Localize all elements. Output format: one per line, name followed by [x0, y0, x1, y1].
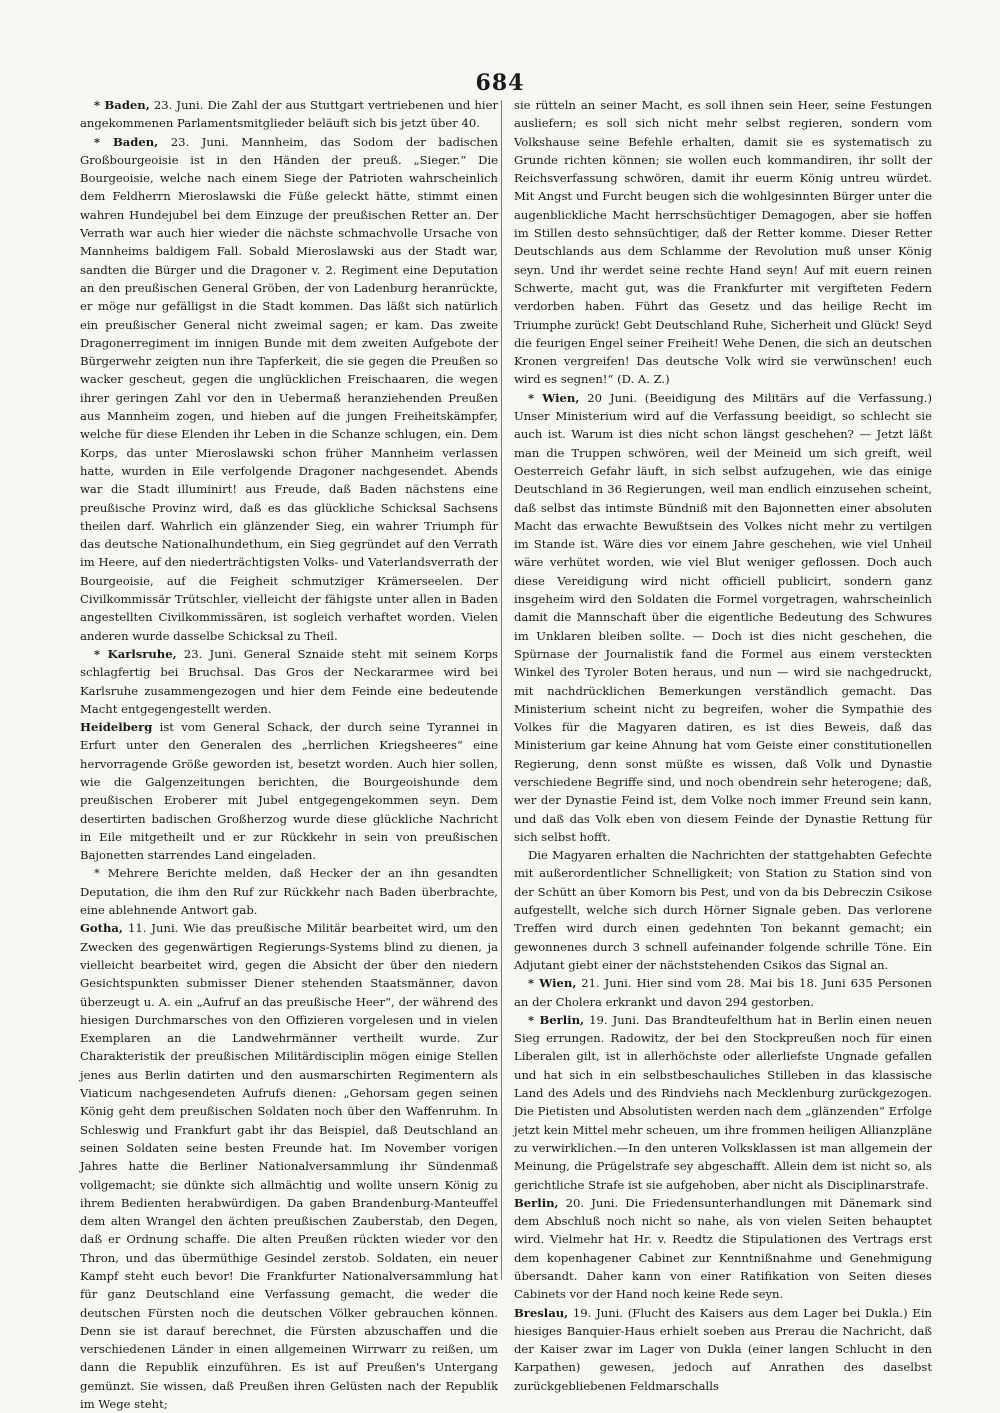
article-berlin-2: Berlin, 20. Juni. Die Friedensunterhandlungen mit Dänemark sind dem Abschluß noch nicht so nahe, als von vielen Seiten behauptet wird. Vielmehr hat Hr. v. Reedtz die Stipulationen des Vertrags erst dem kopenhagener Cabinet zur Kenntnißnahme und Genehmigung übersandt. Daher kann von einer Ratifikation von Seiten dieses Cabinets vor der Hand noch keine Rede seyn.	[514, 1195, 932, 1302]
article-breslau: Breslau, 19. Juni. (Flucht des Kaisers aus dem Lager bei Dukla.) Ein hiesiges Banquier-Haus erhielt soeben aus Prerau die Nachricht, daß der Kaiser zwar im Lager von Dukla (einer langen Schlucht in den Karpathen) gewesen, jedoch auf Anrathen des daselbst zurückgebliebenen Feldmarschalls	[514, 1305, 932, 1393]
article-magyaren: Die Magyaren erhalten die Nachrichten der stattgehabten Gefechte mit außerordentlicher Schnelligkeit; von Station zu Station sind von der Schütt an über Komorn bis Pest, und von da bis Debreczin Csikose aufgestellt, welche sich durch Hörner Signale geben. Das verlorene Treffen wird durch einen gedehnten Ton bekannt gemacht; ein gewonnenes durch 3 schnell aufeinander folgende schrille Töne. Ein Adjutant giebt einer der nächststehenden Csikos das Signal an.	[514, 848, 932, 972]
article-baden-1: * Baden, 23. Juni. Die Zahl der aus Stuttgart vertriebenen und hier angekommenen Parlamentsmitglieder beläuft sich bis jetzt über 40.	[80, 98, 498, 131]
article-heidelberg: Heidelberg ist vom General Schack, der durch seine Tyrannei in Erfurt unter den Generalen des „herrlichen Kriegsheeres“ eine hervorragende Größe geworden ist, besetzt worden. Auch hier sollen, wie die Galgenzeitungen berichten, die Bourgeoishunde dem preußischen Eroberer mit Jubel entgegengekommen seyn. Dem desertirten badischen Großherzog wurde diese glückliche Nachricht in Eile mitgetheilt und er zur Rückkehr in sein von preußischen Bajonetten starrendes Land eingeladen.	[80, 720, 498, 863]
page-number: 684	[475, 70, 525, 96]
article-hecker: * Mehrere Berichte melden, daß Hecker der an ihn gesandten Deputation, die ihm den Ruf zur Rückkehr nach Baden überbrachte, eine ablehnende Antwort gab.	[80, 866, 498, 918]
article-karlsruhe: * Karlsruhe, 23. Juni. General Sznaide steht mit seinem Korps schlagfertig bei Bruchsal. Das Gros der Neckararmee wird bei Karlsruhe zusammengezogen und hier dem Feinde eine bedeutende Macht entgegengestellt werden.	[80, 646, 498, 716]
article-baden-2: * Baden, 23. Juni. Mannheim, das Sodom der badischen Großbourgeoisie ist in den Händen der preuß. „Sieger.“ Die Bourgeoisie, welche nach einem Siege der Patrioten wahrscheinlich dem Feldherrn Mieroslawski die Füße geleckt hätte, stimmt einen wahren Hundejubel bei dem Einzuge der preußischen Retter an. Der Verrath war auch hier wieder die nächste schmachvolle Ursache von Mannheims baldigem Fall. Sobald Mieroslawski aus der Stadt war, sandten die Bürger und die Dragoner v. 2. Regiment eine Deputation an den preußischen General Gröben, der von Ladenburg heranrückte, er möge nur gefälligst in die Stadt kommen. Das läßt sich natürlich ein preußischer General nicht zweimal sagen; er kam. Das zweite Dragonerregiment im innigen Bunde mit dem zweiten Aufgebote der Bürgerwehr zeigten nun ihre Tapferkeit, die sie gegen die Preußen so wacker gescheut, gegen die unglücklichen Freischaaren, die wegen ihrer geringen Zahl vor den in Uebermaß heranziehenden Preußen aus Mannheim zogen, und hieben auf die jungen Freiheitskämpfer, welche für diese Elenden ihr Leben in die Schanze schlugen, ein. Dem Korps, das unter Mieroslawski schon früher Mannheim verlassen hatte, wurden in Eile verfolgende Dragoner nachgesendet. Abends war die Stadt illuminirt! aus Freude, daß Baden nächstens eine preußische Provinz wird, daß es das glückliche Schicksal Sachsens theilen darf. Wahrlich ein glänzender Sieg, ein wahrer Triumph für das deutsche Nationalhundethum, ein Sieg gegründet auf den Verrath im Heere, auf den niederträchtigsten Volks- und Vaterlandsverrath der Bourgeoisie, auf die Feigheit schmutziger Krämerseelen. Der Civilkommissär Trütschler, vielleicht der fähigste unter allen in Baden angestellten Civilkommissären, ist sogleich verhaftet worden. Vielen anderen wurde dasselbe Schicksal zu Theil.	[80, 134, 498, 643]
column-divider	[501, 100, 502, 1280]
article-wien-2: * Wien, 21. Juni. Hier sind vom 28. Mai bis 18. Juni 635 Personen an der Cholera erkrankt und davon 294 gestorben.	[514, 976, 932, 1009]
article-gotha-continued: sie rütteln an seiner Macht, es soll ihnen sein Heer, seine Festungen ausliefern; es soll sich nicht mehr selbst regieren, sondern vom Volkshause seine Befehle erhalten, damit sie es systematisch zu Grunde richten können; sie wollen euch kommandiren, ihr sollt der Reichsverfassung schwören, damit ihr euerm König untreu würdet. Mit Angst und Furcht beugen sich die wohlgesinnten Bürger unter die augenblickliche Macht herrschsüchtiger Demagogen, aber sie hoffen im Stillen desto sehnsüchtiger, daß der Retter komme. Dieser Retter Deutschlands aus dem Schlamme der Revolution muß unser König seyn. Und ihr werdet seine rechte Hand seyn! Auf mit euern reinen Schwerte, macht gut, was die Frankfurter mit vergifteten Federn verdorben haben. Führt das Gesetz und das heilige Recht im Triumphe zurück! Gebt Deutschland Ruhe, Sicherheit und Glück! Seyd die feurigen Engel seiner Freiheit! Wehe Denen, die sich an deutschen Kronen vergreifen! Das deutsche Volk wird sie verwünschen! euch wird es segnen!“ (D. A. Z.)	[514, 98, 933, 387]
article-wien-1: * Wien, 20 Juni. (Beeidigung des Militärs auf die Verfassung.) Unser Ministerium wird auf die Verfassung beeidigt, so schlecht sie auch ist. Warum ist dies nicht schon längst geschehen? — Jetzt läßt man die Truppen schwören, weil der Meineid um sich greift, weil Oesterreich Gefahr läuft, in sich selbst aufzugehen, wie das einige Deutschland in 36 Regierungen, weil man endlich einzusehen scheint, daß selbst das intimste Bündniß mit den Bajonnetten einer absoluten Macht das erwachte Bewußtsein des Volkes nicht mehr zu vertilgen im Stande ist. Wäre dies vor einem Jahre geschehen, wie viel Unheil wäre verhütet worden, wie viel Blut weniger geflossen. Doch auch diese Vereidigung wird nicht officiell publicirt, sondern ganz insgeheim wird den Soldaten die Formel vorgetragen, wahrscheinlich damit die Mannschaft über die eigentliche Bedeutung des Schwures im Unklaren bleiben sollte. — Doch ist dies nicht geschehen, die Spürnase der Journalistik fand die Formel aus einem versteckten Winkel des Tyroler Boten heraus, und nun — wird sie nachgedruckt, mit nachdrücklichen Bemerkungen verständlich gemacht. Das Ministerium scheint nicht zu begreifen, woher die Sympathie des Volkes für die Magyaren datiren, es ist dies Beweis, daß das Ministerium gar keine Ahnung hat vom Geiste einer constitutionellen Regierung, denn sonst müßte es wissen, daß Volk und Dynastie verschiedene Begriffe sind, und noch obendrein sehr heterogene; daß, wer der Dynastie Feind ist, dem Volke noch immer Freund sein kann, und daß das Volk eben von diesem Feinde der Dynastie Rettung für sich selbst hofft.	[514, 390, 932, 844]
right-column	[514, 96, 932, 1395]
left-column	[80, 96, 498, 1413]
article-gotha: Gotha, 11. Juni. Wie das preußische Militär bearbeitet wird, um den Zwecken des gegenwärtigen Regierungs-Systems blind zu dienen, ja vielleicht bearbeitet wird, gegen die Absicht der über den niedern Gesichtspunkten submisser Diener stehenden Staatsmänner, davon überzeugt u. A. ein „Aufruf an das preußische Heer“, der während des hiesigen Durchmarsches von den Offizieren vorgelesen und in vielen Exemplaren an die Landwehrmänner vertheilt wurde. Zur Charakteristik der preußischen Militärdisciplin mögen einige Stellen jenes aus Berlin datirten und den ausmarschirten Regimentern als Viaticum nachgesendeten Aufrufs dienen: „Gehorsam gegen seinen König geht dem preußischen Soldaten noch über den Waffenruhm. In Schleswig und Frankfurt gabt ihr das Beispiel, daß Deutschland an seinen Soldaten seine besten Freunde hat. Im November vorigen Jahres hatte die Berliner Nationalversammlung ihr Sündenmaß vollgemacht; sie dünkte sich allmächtig und wollte unsern König zu ihrem Bedienten herabwürdigen. Da gaben Brandenburg-Manteuffel dem alten Wrangel den ächten preußischen Zauberstab, den Degen, daß er Ordnung schaffe. Die alten Preußen rückten wieder vor den Thron, und das übermüthige Gesindel zerstob. Soldaten, ein neuer Kampf steht euch bevor! Die Frankfurter Nationalversammlung hat für ganz Deutschland eine Verfassung gemacht, die weder die deutschen Fürsten noch die deutschen Völker gebrauchen können. Denn sie ist darauf berechnet, die Fürsten abzuschaffen und die verschiedenen Länder in einen allgemeinen Wirrwarr zu reißen, um dann die Republik einzuführen. Es ist auf Preußen's Untergang gemünzt. Sie wissen, daß Preußen ihren Gelüsten nach der Republik im Wege steht;	[80, 921, 498, 1412]
article-berlin-1: * Berlin, 19. Juni. Das Brandteufelthum hat in Berlin einen neuen Sieg errungen. Radowitz, der bei den Stockpreußen noch für einen Liberalen gilt, ist in allerhöchste oder allerliefste Ungnade gefallen und hat sich in ein selbstbeschauliches Stilleben in das klassische Land des Adels und des Rindviehs nach Mecklenburg zurückgezogen. Die Pietisten und Absolutisten werden nach dem „glänzenden“ Erfolge jetzt kein Mittel mehr scheuen, um ihre frommen heiligen Allianzpläne zu verwirklichen.—In den unteren Volksklassen ist man allgemein der Meinung, die Prügelstrafe sey abgeschafft. Allein dem ist nicht so, als gerichtliche Strafe ist sie aufgehoben, aber nicht als Disciplinarstrafe.	[514, 1012, 932, 1192]
